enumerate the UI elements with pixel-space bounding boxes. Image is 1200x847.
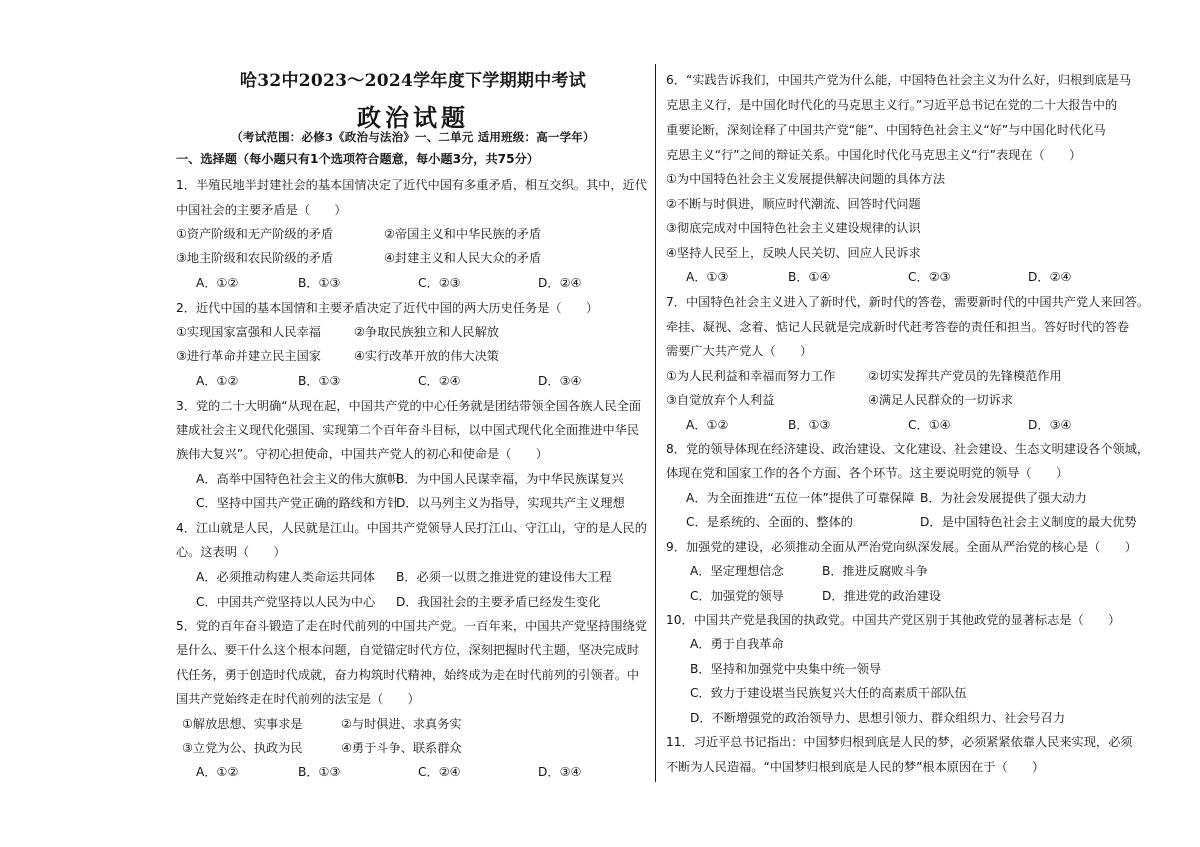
q6-stem-line2: 克思主义行，是中国化时代化的马克思主义行。”习近平总书记在党的二十大报告中的 (666, 98, 1118, 112)
q6-stem-line4: 克思主义“行”之间的辩证关系。中国化时代化马克思主义“行”表现在（ ） (666, 148, 1082, 162)
q7-stem-line1: 7．中国特色社会主义进入了新时代，新时代的答卷，需要新时代的中国共产党人来回答。 (666, 295, 1150, 309)
q3-option-a: A．高举中国特色社会主义的伟大旗帜 (196, 472, 400, 486)
q6-statement-2: ②不断与时俱进，顺应时代潮流、回答时代问题 (666, 197, 921, 211)
q10-option-d: D．不断增强党的政治领导力、思想引领力、群众组织力、社会号召力 (690, 711, 1066, 725)
q7-statement-4: ④满足人民群众的一切诉求 (868, 393, 1013, 407)
q4-option-c: C．中国共产党坚持以人民为中心 (196, 595, 376, 609)
q1-option-a: A．①② (196, 276, 239, 290)
q3-option-c: C．坚持中国共产党正确的路线和方针 (196, 496, 400, 510)
q2-stem-line1: 2．近代中国的基本国情和主要矛盾决定了近代中国的两大历史任务是（ ） (176, 301, 599, 315)
q4-option-d: D．我国社会的主要矛盾已经发生变化 (396, 595, 601, 609)
q1-stem-line2: 中国社会的主要矛盾是（ ） (176, 203, 347, 217)
q5-statement-4: ④勇于斗争、联系群众 (341, 741, 462, 755)
q9-option-c: C．加强党的领导 (690, 589, 784, 603)
q6-option-d: D．②④ (1028, 270, 1072, 284)
q5-statement-1: ①解放思想、实事求是 (182, 717, 303, 731)
q7-stem-line2: 牵挂、凝视、念着、惦记人民就是完成新时代赶考答卷的责任和担当。答好时代的答卷 (666, 320, 1130, 334)
q7-option-b: B．①③ (788, 418, 831, 432)
q7-option-d: D．③④ (1028, 418, 1072, 432)
q9-option-b: B．推进反腐败斗争 (822, 564, 928, 578)
q2-option-c: C．②④ (418, 374, 461, 388)
q7-statement-2: ②切实发挥共产党员的先锋模范作用 (868, 369, 1062, 383)
q5-option-d: D．③④ (538, 765, 582, 779)
q8-option-d: D．是中国特色社会主义制度的最大优势 (920, 515, 1137, 529)
q10-option-c: C．致力于建设堪当民族复兴大任的高素质干部队伍 (690, 686, 967, 700)
q6-statement-3: ③彻底完成对中国特色社会主义建设规律的认识 (666, 221, 921, 235)
q2-statement-3: ③进行革命并建立民主国家 (176, 349, 321, 363)
q10-stem-line1: 10．中国共产党是我国的执政党。中国共产党区别于其他政党的显著标志是（ ） (666, 613, 1121, 627)
q7-statement-1: ①为人民利益和幸福而努力工作 (666, 369, 836, 383)
q7-stem-line3: 需要广大共产党人（ ） (666, 344, 813, 358)
q2-option-b: B．①③ (298, 374, 341, 388)
q10-option-a: A．勇于自我革命 (690, 637, 784, 651)
q4-stem-line1: 4．江山就是人民，人民就是江山。中国共产党领导人民打江山、守江山，守的是人民的 (176, 521, 647, 535)
q1-statement-2: ②帝国主义和中华民族的矛盾 (384, 227, 542, 241)
q5-stem-line1: 5．党的百年奋斗锻造了走在时代前列的中国共产党。一百年来，中国共产党坚持围绕党 (176, 619, 647, 633)
q2-statement-4: ④实行改革开放的伟大决策 (354, 349, 499, 363)
q7-option-a: A．①② (686, 418, 729, 432)
q1-statement-1: ①资产阶级和无产阶级的矛盾 (176, 227, 334, 241)
q3-option-b: B．为中国人民谋幸福，为中华民族谋复兴 (396, 472, 624, 486)
exam-title: 哈32中2023～2024学年度下学期期中考试 (239, 71, 587, 91)
q5-option-a: A．①② (196, 765, 239, 779)
q4-stem-line2: 心。这表明（ ） (176, 545, 286, 559)
q1-statement-3: ③地主阶级和农民阶级的矛盾 (176, 251, 334, 265)
q9-option-a: A．坚定理想信念 (690, 564, 784, 578)
q3-stem-line3: 族伟大复兴”。守初心担使命，中国共产党人的初心和使命是（ ） (176, 447, 548, 461)
q10-option-b: B．坚持和加强党中央集中统一领导 (690, 662, 882, 676)
q8-option-a: A．为全面推进“五位一体”提供了可靠保障 (686, 491, 915, 505)
q5-stem-line2: 是什么、要干什么这个根本问题，自觉锚定时代方位，深刻把握时代主题，坚决完成时 (176, 643, 640, 657)
q9-stem-line1: 9．加强党的建设，必须推动全面从严治党向纵深发展。全面从严治党的核心是（ ） (666, 540, 1137, 554)
q3-option-d: D．以马列主义为指导，实现共产主义理想 (396, 496, 625, 510)
q9-option-d: D．推进党的政治建设 (822, 589, 942, 603)
q6-stem-line3: 重要论断，深刻诠释了中国共产党“能”、中国特色社会主义“好”与中国化时代化马 (666, 123, 1106, 137)
q2-option-a: A．①② (196, 374, 239, 388)
q5-option-c: C．②④ (418, 765, 461, 779)
q7-option-c: C．①④ (908, 418, 951, 432)
subject-title: 政治试题 (357, 103, 469, 132)
q3-stem-line1: 3．党的二十大明确“从现在起，中国共产党的中心任务就是团结带领全国各族人民全面 (176, 399, 642, 413)
q8-option-c: C．是系统的、全面的、整体的 (686, 515, 853, 529)
q6-option-a: A．①③ (686, 270, 729, 284)
q1-stem-line1: 1．半殖民地半封建社会的基本国情决定了近代中国有多重矛盾，相互交织。其中，近代 (176, 178, 647, 192)
q1-statement-4: ④封建主义和人民大众的矛盾 (384, 251, 542, 265)
q6-option-c: C．②③ (908, 270, 951, 284)
q6-statement-1: ①为中国特色社会主义发展提供解决问题的具体方法 (666, 172, 946, 186)
q5-stem-line4: 国共产党始终走在时代前列的法宝是（ ） (176, 692, 420, 706)
section-heading: 一、选择题（每小题只有1个选项符合题意，每小题3分，共75分） (176, 152, 539, 166)
q2-option-d: D．③④ (538, 374, 582, 388)
q3-stem-line2: 建成社会主义现代化强国、实现第二个百年奋斗目标，以中国式现代化全面推进中华民 (176, 423, 640, 437)
q8-stem-line1: 8．党的领导体现在经济建设、政治建设、文化建设、社会建设、生态文明建设各个领域， (666, 442, 1150, 456)
q1-option-c: C．②③ (418, 276, 461, 290)
q11-stem-line2: 不断为人民造福。“中国梦归根到底是人民的梦”根本原因在于（ ） (666, 760, 1045, 774)
q6-statement-4: ④坚持人民至上，反映人民关切、回应人民诉求 (666, 246, 921, 260)
q4-option-b: B．必须一以贯之推进党的建设伟大工程 (396, 570, 612, 584)
q5-statement-2: ②与时俱进、求真务实 (341, 717, 462, 731)
q2-statement-2: ②争取民族独立和人民解放 (354, 325, 499, 339)
q8-stem-line2: 体现在党和国家工作的各个方面、各个环节。这主要说明党的领导（ ） (666, 466, 1069, 480)
exam-scope: （考试范围：必修3《政治与法治》一、二单元 适用班级：高一学年） (231, 130, 595, 144)
q5-option-b: B．①③ (298, 765, 341, 779)
q1-option-b: B．①③ (298, 276, 341, 290)
q11-stem-line1: 11．习近平总书记指出：中国梦归根到底是人民的梦，必须紧紧依靠人民来实现，必须 (666, 735, 1133, 749)
q6-option-b: B．①④ (788, 270, 831, 284)
q4-option-a: A．必须推动构建人类命运共同体 (196, 570, 375, 584)
column-divider (655, 64, 656, 782)
q7-statement-3: ③自觉放弃个人利益 (666, 393, 775, 407)
q5-stem-line3: 代任务，勇于创造时代成就，奋力构筑时代精神，始终成为走在时代前列的引领者。中 (176, 668, 640, 682)
q1-option-d: D．②④ (538, 276, 582, 290)
q5-statement-3: ③立党为公、执政为民 (182, 741, 303, 755)
q6-stem-line1: 6．“实践告诉我们，中国共产党为什么能，中国特色社会主义为什么好，归根到底是马 (666, 73, 1132, 87)
q8-option-b: B．为社会发展提供了强大动力 (920, 491, 1087, 505)
q2-statement-1: ①实现国家富强和人民幸福 (176, 325, 321, 339)
